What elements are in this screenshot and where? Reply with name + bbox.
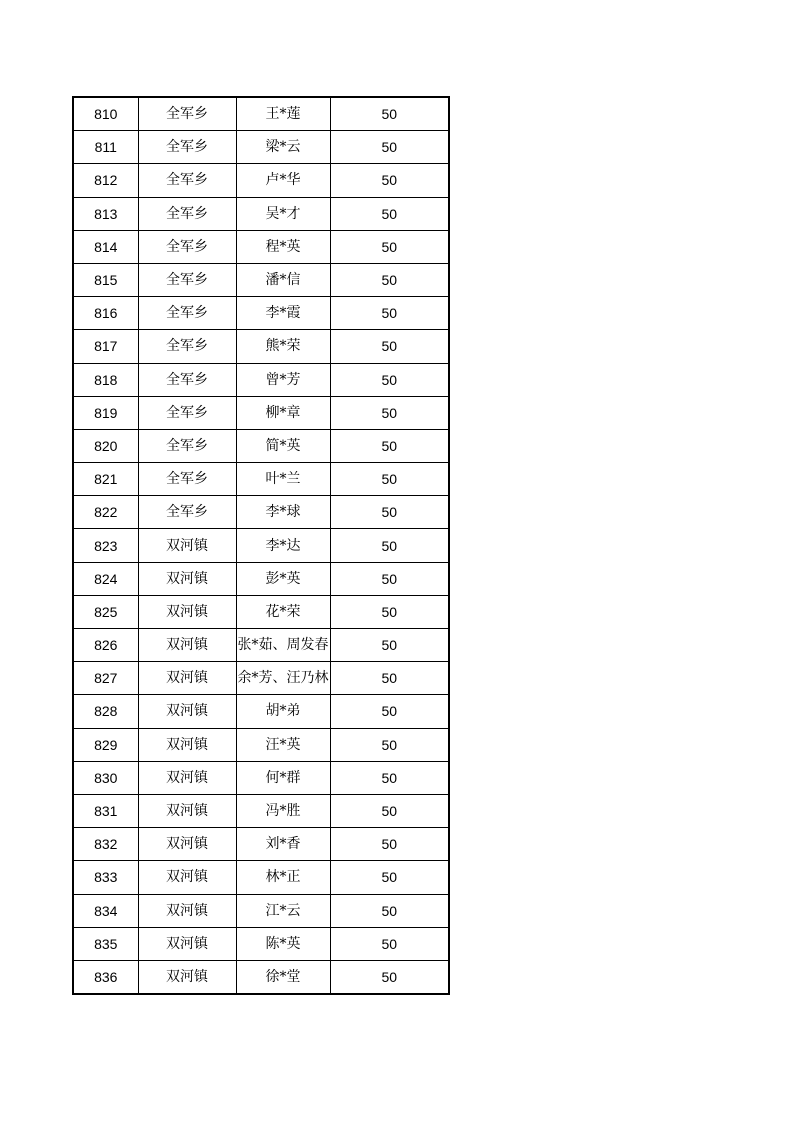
table-row [73, 828, 449, 861]
person-name-cell: 胡*弟 [236, 695, 330, 728]
amount-cell: 50 [330, 662, 449, 695]
person-name-cell: 王*莲 [236, 97, 330, 131]
person-name-cell: 柳*章 [236, 396, 330, 429]
township-cell: 全军乡 [138, 396, 236, 429]
row-number-cell: 832 [73, 828, 138, 861]
table-row [73, 396, 449, 429]
table-row [73, 728, 449, 761]
row-number-cell: 814 [73, 230, 138, 263]
amount-cell: 50 [330, 629, 449, 662]
township-cell: 全军乡 [138, 197, 236, 230]
row-number-cell: 818 [73, 363, 138, 396]
row-number-cell: 831 [73, 794, 138, 827]
person-name-cell: 林*正 [236, 861, 330, 894]
amount-cell: 50 [330, 131, 449, 164]
row-number-cell: 833 [73, 861, 138, 894]
table-row [73, 363, 449, 396]
person-name-cell: 彭*英 [236, 562, 330, 595]
row-number-cell: 812 [73, 164, 138, 197]
table-row [73, 529, 449, 562]
amount-cell: 50 [330, 263, 449, 296]
amount-cell: 50 [330, 828, 449, 861]
amount-cell: 50 [330, 562, 449, 595]
roster-body [73, 97, 449, 994]
township-cell: 双河镇 [138, 861, 236, 894]
person-name-cell: 冯*胜 [236, 794, 330, 827]
table-row [73, 927, 449, 960]
person-name-cell: 吴*才 [236, 197, 330, 230]
township-cell: 全军乡 [138, 164, 236, 197]
amount-cell: 50 [330, 861, 449, 894]
row-number-cell: 823 [73, 529, 138, 562]
person-name-cell: 李*球 [236, 496, 330, 529]
row-number-cell: 815 [73, 263, 138, 296]
table-row [73, 197, 449, 230]
table-row [73, 330, 449, 363]
row-number-cell: 817 [73, 330, 138, 363]
township-cell: 双河镇 [138, 595, 236, 628]
amount-cell: 50 [330, 595, 449, 628]
table-row [73, 496, 449, 529]
township-cell: 双河镇 [138, 695, 236, 728]
amount-cell: 50 [330, 396, 449, 429]
township-cell: 全军乡 [138, 297, 236, 330]
amount-cell: 50 [330, 429, 449, 462]
amount-cell: 50 [330, 894, 449, 927]
amount-cell: 50 [330, 97, 449, 131]
person-name-cell: 叶*兰 [236, 463, 330, 496]
person-name-cell: 李*达 [236, 529, 330, 562]
person-name-cell: 程*英 [236, 230, 330, 263]
township-cell: 双河镇 [138, 927, 236, 960]
row-number-cell: 810 [73, 97, 138, 131]
person-name-cell: 刘*香 [236, 828, 330, 861]
table-row [73, 861, 449, 894]
table-row [73, 595, 449, 628]
township-cell: 全军乡 [138, 463, 236, 496]
person-name-cell: 汪*英 [236, 728, 330, 761]
row-number-cell: 830 [73, 761, 138, 794]
person-name-cell: 何*群 [236, 761, 330, 794]
township-cell: 全军乡 [138, 230, 236, 263]
table-row [73, 761, 449, 794]
table-row [73, 131, 449, 164]
row-number-cell: 819 [73, 396, 138, 429]
table-row [73, 695, 449, 728]
township-cell: 全军乡 [138, 263, 236, 296]
row-number-cell: 825 [73, 595, 138, 628]
table-row [73, 794, 449, 827]
person-name-cell: 陈*英 [236, 927, 330, 960]
township-cell: 全军乡 [138, 429, 236, 462]
person-name-cell: 徐*堂 [236, 960, 330, 994]
person-name-cell: 梁*云 [236, 131, 330, 164]
row-number-cell: 827 [73, 662, 138, 695]
table-row [73, 97, 449, 131]
township-cell: 双河镇 [138, 562, 236, 595]
person-name-cell: 李*霞 [236, 297, 330, 330]
township-cell: 双河镇 [138, 894, 236, 927]
amount-cell: 50 [330, 230, 449, 263]
row-number-cell: 835 [73, 927, 138, 960]
row-number-cell: 813 [73, 197, 138, 230]
table-row [73, 263, 449, 296]
row-number-cell: 836 [73, 960, 138, 994]
person-name-cell: 曾*芳 [236, 363, 330, 396]
amount-cell: 50 [330, 197, 449, 230]
amount-cell: 50 [330, 695, 449, 728]
table-row [73, 562, 449, 595]
row-number-cell: 829 [73, 728, 138, 761]
township-cell: 双河镇 [138, 828, 236, 861]
table-row [73, 429, 449, 462]
township-cell: 双河镇 [138, 761, 236, 794]
amount-cell: 50 [330, 330, 449, 363]
amount-cell: 50 [330, 164, 449, 197]
township-cell: 双河镇 [138, 960, 236, 994]
table-row [73, 463, 449, 496]
township-cell: 全军乡 [138, 363, 236, 396]
township-cell: 双河镇 [138, 662, 236, 695]
person-name-cell: 余*芳、汪乃林 [236, 662, 330, 695]
person-name-cell: 花*荣 [236, 595, 330, 628]
row-number-cell: 834 [73, 894, 138, 927]
row-number-cell: 828 [73, 695, 138, 728]
amount-cell: 50 [330, 529, 449, 562]
township-cell: 双河镇 [138, 629, 236, 662]
person-name-cell: 张*茹、周发春 [236, 629, 330, 662]
table-row [73, 662, 449, 695]
person-name-cell: 江*云 [236, 894, 330, 927]
person-name-cell: 简*英 [236, 429, 330, 462]
township-cell: 全军乡 [138, 496, 236, 529]
row-number-cell: 826 [73, 629, 138, 662]
row-number-cell: 820 [73, 429, 138, 462]
row-number-cell: 822 [73, 496, 138, 529]
person-name-cell: 潘*信 [236, 263, 330, 296]
township-cell: 双河镇 [138, 794, 236, 827]
row-number-cell: 824 [73, 562, 138, 595]
township-cell: 双河镇 [138, 728, 236, 761]
amount-cell: 50 [330, 761, 449, 794]
amount-cell: 50 [330, 728, 449, 761]
amount-cell: 50 [330, 794, 449, 827]
township-cell: 全军乡 [138, 131, 236, 164]
person-name-cell: 熊*荣 [236, 330, 330, 363]
township-cell: 全军乡 [138, 330, 236, 363]
row-number-cell: 816 [73, 297, 138, 330]
township-cell: 全军乡 [138, 97, 236, 131]
table-row [73, 230, 449, 263]
amount-cell: 50 [330, 363, 449, 396]
person-name-cell: 卢*华 [236, 164, 330, 197]
amount-cell: 50 [330, 960, 449, 994]
table-row [73, 164, 449, 197]
table-row [73, 894, 449, 927]
township-cell: 双河镇 [138, 529, 236, 562]
amount-cell: 50 [330, 927, 449, 960]
amount-cell: 50 [330, 297, 449, 330]
table-row [73, 297, 449, 330]
table-row [73, 960, 449, 994]
table-row [73, 629, 449, 662]
row-number-cell: 821 [73, 463, 138, 496]
row-number-cell: 811 [73, 131, 138, 164]
amount-cell: 50 [330, 463, 449, 496]
amount-cell: 50 [330, 496, 449, 529]
roster-table [72, 96, 450, 995]
